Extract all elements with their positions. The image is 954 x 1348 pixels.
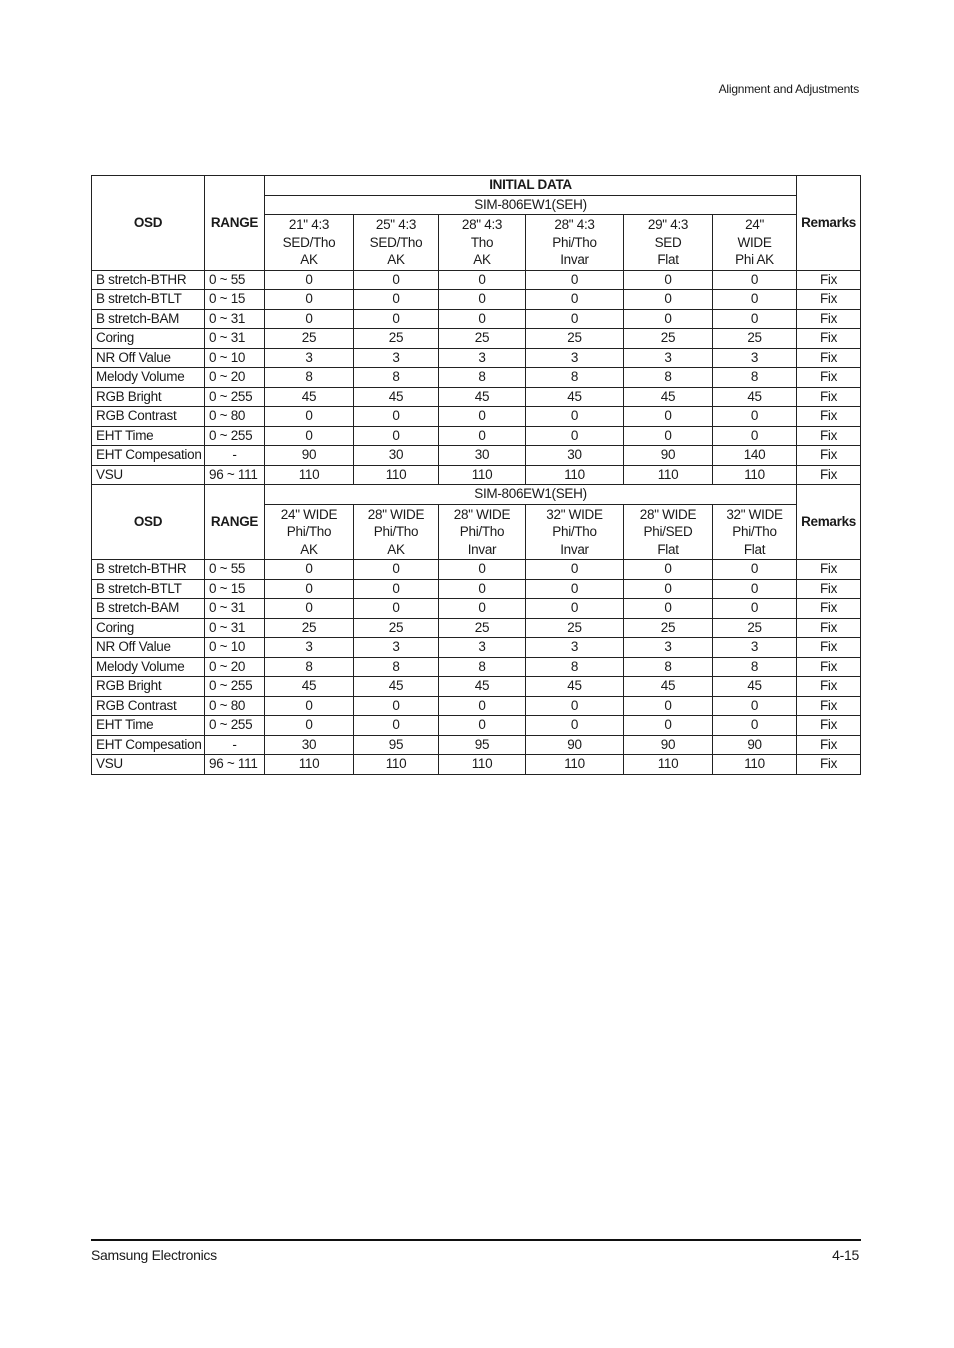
value-cell: 0 — [713, 696, 797, 716]
value-cell: 0 — [526, 270, 624, 290]
value-cell: 8 — [265, 657, 354, 677]
value-cell: 0 — [265, 426, 354, 446]
table-row — [92, 599, 861, 619]
value-cell: 0 — [354, 579, 439, 599]
value-cell: 0 — [265, 407, 354, 427]
column-header-line: AK — [300, 541, 318, 557]
value-cell: 0 — [624, 696, 713, 716]
value-cell: 8 — [354, 368, 439, 388]
osd-cell: RGB Contrast — [92, 696, 205, 716]
range-cell: 0 ~ 255 — [205, 426, 265, 446]
osd-cell: EHT Compesation — [92, 446, 205, 466]
value-cell: 0 — [439, 579, 526, 599]
remarks-cell: Fix — [797, 290, 861, 310]
column-header-line: 28" 4:3 — [461, 217, 503, 232]
value-cell: 0 — [624, 560, 713, 580]
value-cell: 8 — [265, 368, 354, 388]
value-cell: 45 — [354, 677, 439, 697]
value-cell: 0 — [624, 270, 713, 290]
table-row — [92, 426, 861, 446]
range-cell: 0 ~ 31 — [205, 599, 265, 619]
value-cell: 45 — [439, 387, 526, 407]
range-cell: 0 ~ 31 — [205, 309, 265, 329]
table-row — [92, 290, 861, 310]
value-cell: 3 — [439, 638, 526, 658]
column-header-line: SED/Tho — [369, 234, 423, 250]
value-cell: 0 — [439, 599, 526, 619]
value-cell: 0 — [265, 599, 354, 619]
osd-cell: EHT Compesation — [92, 735, 205, 755]
value-cell: 3 — [354, 638, 439, 658]
value-cell: 0 — [713, 290, 797, 310]
column-header-line: SED/Tho — [282, 234, 336, 250]
value-cell: 0 — [439, 716, 526, 736]
value-cell: 8 — [526, 368, 624, 388]
remarks-column-header: Remarks — [797, 485, 861, 560]
osd-cell: B stretch-BTLT — [92, 290, 205, 310]
value-cell: 0 — [265, 696, 354, 716]
remarks-cell: Fix — [797, 368, 861, 388]
value-cell: 3 — [624, 348, 713, 368]
value-cell: 25 — [713, 618, 797, 638]
value-cell: 0 — [354, 426, 439, 446]
model-header: SIM-806EW1(SEH) — [265, 485, 797, 505]
value-cell: 0 — [265, 309, 354, 329]
column-header-line: Phi/Tho — [552, 234, 597, 250]
value-cell: 25 — [439, 329, 526, 349]
remarks-cell: Fix — [797, 618, 861, 638]
value-cell: 3 — [354, 348, 439, 368]
remarks-cell: Fix — [797, 465, 861, 485]
table-row — [92, 638, 861, 658]
value-cell: 0 — [526, 426, 624, 446]
osd-cell: B stretch-BAM — [92, 599, 205, 619]
table-row — [92, 579, 861, 599]
value-cell: 0 — [526, 599, 624, 619]
column-header-line: 24" — [745, 217, 764, 232]
osd-cell: VSU — [92, 755, 205, 775]
value-cell: 0 — [354, 696, 439, 716]
tv-model-column-header — [624, 504, 713, 560]
osd-cell: B stretch-BTHR — [92, 270, 205, 290]
value-cell: 0 — [526, 560, 624, 580]
remarks-column-header: Remarks — [797, 176, 861, 271]
value-cell: 0 — [624, 290, 713, 310]
value-cell: 90 — [526, 735, 624, 755]
value-cell: 110 — [624, 465, 713, 485]
value-cell: 25 — [526, 329, 624, 349]
range-cell: 0 ~ 20 — [205, 657, 265, 677]
column-header-line: Phi/SED — [643, 524, 693, 539]
range-cell: 0 ~ 80 — [205, 407, 265, 427]
table-title: INITIAL DATA — [265, 176, 797, 196]
value-cell: 3 — [439, 348, 526, 368]
table-row — [92, 696, 861, 716]
range-cell: 0 ~ 255 — [205, 716, 265, 736]
tv-model-column-header — [439, 504, 526, 560]
value-cell: 45 — [439, 677, 526, 697]
value-cell: 45 — [526, 387, 624, 407]
value-cell: 0 — [526, 716, 624, 736]
column-header-line: Phi/Tho — [286, 524, 332, 539]
value-cell: 110 — [526, 755, 624, 775]
table-row — [92, 677, 861, 697]
osd-column-header: OSD — [92, 176, 205, 271]
remarks-cell: Fix — [797, 387, 861, 407]
osd-cell: RGB Bright — [92, 387, 205, 407]
value-cell: 8 — [439, 368, 526, 388]
value-cell: 25 — [265, 329, 354, 349]
table-row — [92, 368, 861, 388]
value-cell: 0 — [439, 407, 526, 427]
value-cell: 0 — [713, 309, 797, 329]
osd-cell: RGB Contrast — [92, 407, 205, 427]
range-cell: 0 ~ 10 — [205, 348, 265, 368]
value-cell: 25 — [713, 329, 797, 349]
value-cell: 25 — [354, 329, 439, 349]
column-header-line: 29" 4:3 — [647, 217, 689, 232]
table-row — [92, 446, 861, 466]
value-cell: 0 — [713, 426, 797, 446]
value-cell: 0 — [526, 579, 624, 599]
range-cell: 0 ~ 255 — [205, 387, 265, 407]
range-cell: 0 ~ 255 — [205, 677, 265, 697]
page-header-title: Alignment and Adjustments — [718, 82, 859, 96]
column-header-line: Phi/Tho — [552, 524, 597, 539]
value-cell: 0 — [526, 309, 624, 329]
table-row — [92, 560, 861, 580]
column-header-line: Tho — [470, 234, 494, 250]
remarks-cell: Fix — [797, 599, 861, 619]
column-header-line: AK — [387, 252, 405, 267]
value-cell: 0 — [265, 270, 354, 290]
osd-cell: B stretch-BTLT — [92, 579, 205, 599]
remarks-cell: Fix — [797, 329, 861, 349]
footer-company: Samsung Electronics — [91, 1247, 217, 1263]
range-cell: 0 ~ 31 — [205, 329, 265, 349]
tv-model-column-header — [265, 504, 354, 560]
value-cell: 0 — [624, 599, 713, 619]
value-cell: 45 — [713, 387, 797, 407]
remarks-cell: Fix — [797, 560, 861, 580]
range-cell: 96 ~ 111 — [205, 465, 265, 485]
value-cell: 0 — [713, 407, 797, 427]
value-cell: 0 — [526, 696, 624, 716]
table-body — [92, 176, 861, 775]
value-cell: 0 — [439, 309, 526, 329]
remarks-cell: Fix — [797, 696, 861, 716]
value-cell: 0 — [439, 560, 526, 580]
value-cell: 3 — [265, 638, 354, 658]
tv-model-column-header — [354, 504, 439, 560]
column-header-line: AK — [387, 541, 405, 557]
value-cell: 3 — [526, 348, 624, 368]
value-cell: 0 — [265, 560, 354, 580]
column-header-line: AK — [473, 252, 491, 267]
value-cell: 90 — [624, 735, 713, 755]
value-cell: 45 — [354, 387, 439, 407]
value-cell: 45 — [624, 387, 713, 407]
value-cell: 30 — [354, 446, 439, 466]
value-cell: 8 — [354, 657, 439, 677]
column-header-line: Phi/Tho — [459, 524, 505, 539]
value-cell: 25 — [624, 329, 713, 349]
osd-cell: EHT Time — [92, 426, 205, 446]
remarks-cell: Fix — [797, 735, 861, 755]
value-cell: 95 — [439, 735, 526, 755]
osd-cell: EHT Time — [92, 716, 205, 736]
osd-cell: RGB Bright — [92, 677, 205, 697]
value-cell: 0 — [624, 309, 713, 329]
column-header-line: 28" WIDE — [639, 506, 697, 522]
value-cell: 0 — [354, 716, 439, 736]
value-cell: 8 — [526, 657, 624, 677]
column-header-line: Phi/Tho — [732, 524, 777, 539]
column-header-line: Phi/Tho — [373, 524, 419, 539]
value-cell: 45 — [265, 677, 354, 697]
value-cell: 0 — [439, 696, 526, 716]
tv-model-column-header — [265, 215, 354, 271]
osd-cell: NR Off Value — [92, 638, 205, 658]
value-cell: 8 — [713, 657, 797, 677]
value-cell: 0 — [439, 426, 526, 446]
value-cell: 0 — [713, 579, 797, 599]
value-cell: 25 — [439, 618, 526, 638]
tv-model-column-header — [526, 504, 624, 560]
column-header-line: Flat — [657, 541, 679, 557]
tv-model-column-header — [439, 215, 526, 271]
value-cell: 110 — [265, 465, 354, 485]
range-cell: 0 ~ 10 — [205, 638, 265, 658]
value-cell: 0 — [354, 407, 439, 427]
value-cell: 0 — [624, 426, 713, 446]
value-cell: 0 — [713, 270, 797, 290]
value-cell: 0 — [713, 599, 797, 619]
remarks-cell: Fix — [797, 579, 861, 599]
remarks-cell: Fix — [797, 309, 861, 329]
value-cell: 8 — [439, 657, 526, 677]
value-cell: 25 — [526, 618, 624, 638]
value-cell: 0 — [354, 560, 439, 580]
initial-data-table — [91, 175, 861, 775]
value-cell: 95 — [354, 735, 439, 755]
tv-model-column-header — [624, 215, 713, 271]
remarks-cell: Fix — [797, 270, 861, 290]
value-cell: 0 — [439, 270, 526, 290]
value-cell: 3 — [713, 638, 797, 658]
range-cell: - — [205, 446, 265, 466]
value-cell: 3 — [624, 638, 713, 658]
range-column-header: RANGE — [205, 176, 265, 271]
value-cell: 90 — [624, 446, 713, 466]
value-cell: 8 — [624, 657, 713, 677]
value-cell: 140 — [713, 446, 797, 466]
table-row — [92, 329, 861, 349]
table-row — [92, 657, 861, 677]
range-cell: 0 ~ 20 — [205, 368, 265, 388]
value-cell: 0 — [439, 290, 526, 310]
column-header-line: Invar — [467, 541, 497, 557]
value-cell: 0 — [624, 579, 713, 599]
value-cell: 0 — [526, 290, 624, 310]
value-cell: 110 — [265, 755, 354, 775]
range-cell: - — [205, 735, 265, 755]
value-cell: 110 — [624, 755, 713, 775]
table-row — [92, 735, 861, 755]
range-cell: 0 ~ 31 — [205, 618, 265, 638]
value-cell: 3 — [526, 638, 624, 658]
osd-cell: Coring — [92, 329, 205, 349]
value-cell: 0 — [354, 290, 439, 310]
column-header-line: 32" WIDE — [726, 506, 783, 522]
column-header-line: Phi AK — [735, 252, 774, 267]
value-cell: 0 — [265, 716, 354, 736]
value-cell: 0 — [265, 290, 354, 310]
remarks-cell: Fix — [797, 348, 861, 368]
value-cell: 45 — [265, 387, 354, 407]
column-header-line: 28" 4:3 — [554, 217, 595, 232]
value-cell: 0 — [526, 407, 624, 427]
remarks-cell: Fix — [797, 677, 861, 697]
value-cell: 25 — [265, 618, 354, 638]
column-header-line: 24" WIDE — [280, 506, 338, 522]
value-cell: 0 — [265, 579, 354, 599]
range-cell: 0 ~ 80 — [205, 696, 265, 716]
column-header-line: 25" 4:3 — [375, 217, 417, 232]
value-cell: 45 — [713, 677, 797, 697]
value-cell: 30 — [439, 446, 526, 466]
value-cell: 0 — [624, 407, 713, 427]
column-header-line: 21" 4:3 — [288, 217, 330, 232]
osd-cell: B stretch-BAM — [92, 309, 205, 329]
value-cell: 90 — [265, 446, 354, 466]
remarks-cell: Fix — [797, 716, 861, 736]
value-cell: 110 — [439, 755, 526, 775]
osd-column-header: OSD — [92, 485, 205, 560]
range-column-header: RANGE — [205, 485, 265, 560]
remarks-cell: Fix — [797, 657, 861, 677]
tv-model-column-header — [713, 504, 797, 560]
osd-cell: NR Off Value — [92, 348, 205, 368]
remarks-cell: Fix — [797, 446, 861, 466]
column-header-line: Flat — [657, 252, 679, 267]
value-cell: 0 — [713, 560, 797, 580]
remarks-cell: Fix — [797, 755, 861, 775]
column-header-line: 32" WIDE — [546, 506, 603, 522]
value-cell: 90 — [713, 735, 797, 755]
table-row — [92, 465, 861, 485]
value-cell: 110 — [439, 465, 526, 485]
value-cell: 30 — [265, 735, 354, 755]
tv-model-column-header — [354, 215, 439, 271]
value-cell: 45 — [526, 677, 624, 697]
range-cell: 0 ~ 55 — [205, 270, 265, 290]
range-cell: 0 ~ 15 — [205, 579, 265, 599]
osd-cell: Coring — [92, 618, 205, 638]
value-cell: 3 — [713, 348, 797, 368]
value-cell: 110 — [526, 465, 624, 485]
table-row — [92, 755, 861, 775]
table-row — [92, 270, 861, 290]
remarks-cell: Fix — [797, 426, 861, 446]
remarks-cell: Fix — [797, 638, 861, 658]
tv-model-column-header — [713, 215, 797, 271]
value-cell: 0 — [354, 309, 439, 329]
osd-cell: Melody Volume — [92, 657, 205, 677]
range-cell: 0 ~ 55 — [205, 560, 265, 580]
value-cell: 45 — [624, 677, 713, 697]
value-cell: 110 — [713, 755, 797, 775]
table-row — [92, 618, 861, 638]
table-header-row — [92, 485, 861, 505]
footer-divider — [91, 1239, 861, 1241]
table-header-row — [92, 176, 861, 196]
column-header-line: AK — [300, 252, 318, 267]
value-cell: 25 — [624, 618, 713, 638]
value-cell: 110 — [354, 755, 439, 775]
tv-model-column-header — [526, 215, 624, 271]
value-cell: 30 — [526, 446, 624, 466]
value-cell: 110 — [713, 465, 797, 485]
column-header-line: 28" WIDE — [367, 506, 425, 522]
value-cell: 110 — [354, 465, 439, 485]
column-header-line: SED — [654, 234, 682, 250]
value-cell: 0 — [354, 599, 439, 619]
osd-cell: VSU — [92, 465, 205, 485]
value-cell: 0 — [354, 270, 439, 290]
range-cell: 0 ~ 15 — [205, 290, 265, 310]
osd-cell: Melody Volume — [92, 368, 205, 388]
column-header-line: Invar — [560, 541, 589, 557]
osd-cell: B stretch-BTHR — [92, 560, 205, 580]
model-header: SIM-806EW1(SEH) — [265, 195, 797, 215]
table-row — [92, 716, 861, 736]
table-row — [92, 387, 861, 407]
page-number: 4-15 — [832, 1247, 859, 1263]
column-header-line: Flat — [743, 541, 766, 557]
range-cell: 96 ~ 111 — [205, 755, 265, 775]
value-cell: 3 — [265, 348, 354, 368]
value-cell: 0 — [624, 716, 713, 736]
column-header-line: WIDE — [737, 234, 772, 250]
value-cell: 8 — [713, 368, 797, 388]
value-cell: 0 — [713, 716, 797, 736]
value-cell: 25 — [354, 618, 439, 638]
remarks-cell: Fix — [797, 407, 861, 427]
table-row — [92, 407, 861, 427]
table-row — [92, 348, 861, 368]
column-header-line: 28" WIDE — [453, 506, 511, 522]
table-row — [92, 309, 861, 329]
column-header-line: Invar — [560, 252, 589, 267]
value-cell: 8 — [624, 368, 713, 388]
